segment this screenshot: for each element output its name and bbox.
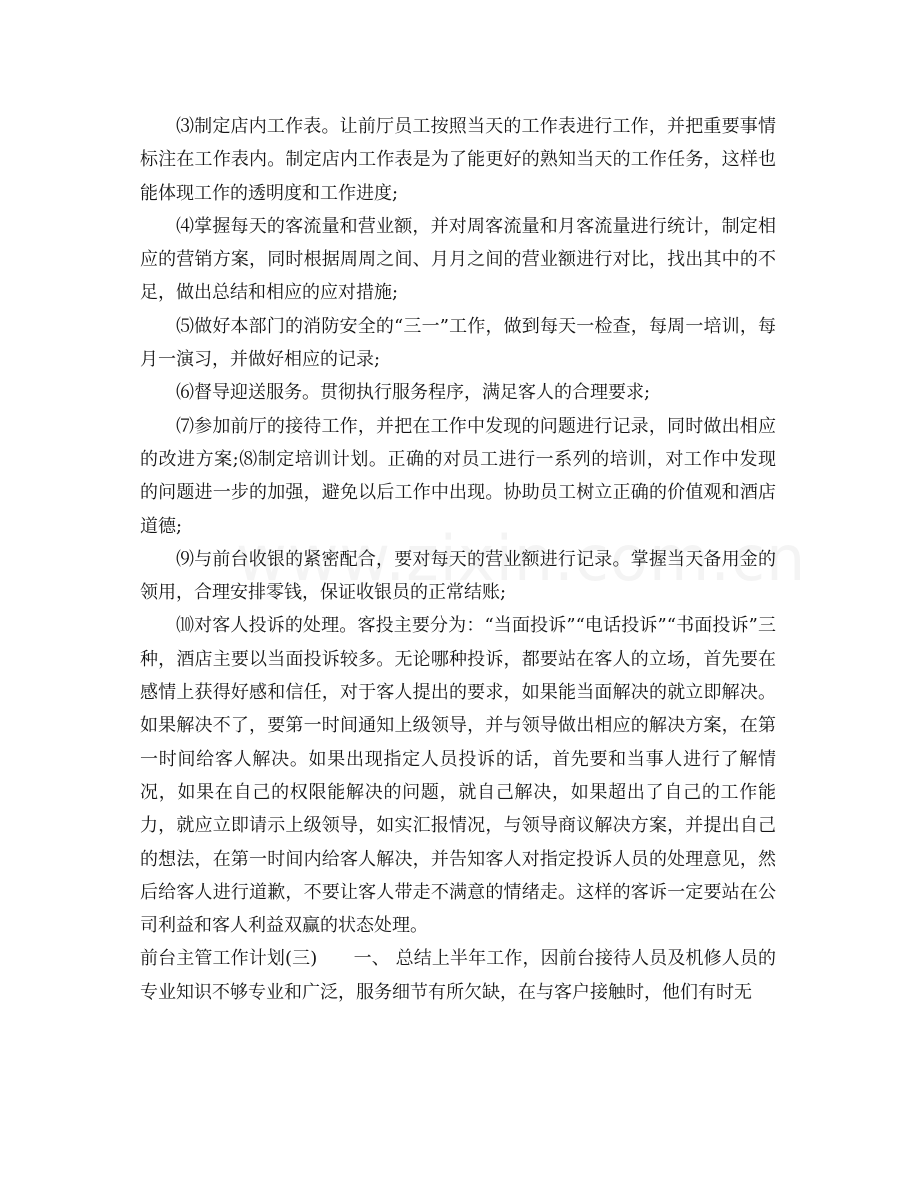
paragraph-item-10: ⑽对客人投诉的处理。客投主要分为：“当面投诉”“电话投诉”“书面投诉”三种，酒店主要以当面投诉较多。无论哪种投诉，都要站在客人的立场，首先要在感情上获得好感和信任，对于客人提出的要求，如果能当面解决的就立即解决。如果解决不了，要第一时间通知上级领导，并与领导做出相应的解决方案，在第一时间给客人解决。如果出现指定人员投诉的话，首先要和当事人进行了解情况，如果在自己的权限能解决的问题，就自己解决，如果超出了自己的工作能力，就应立即请示上级领导，如实汇报情况，与领导商议解决方案，并提出自己的想法，在第一时间内给客人解决，并告知客人对指定投诉人员的处理意见，然后给客人进行道歉，不要让客人带走不满意的情绪走。这样的客诉一定要站在公司利益和客人利益双赢的状态处理。 (140, 615, 776, 937)
section-heading-paragraph: 前台主管工作计划(三) 一、 总结上半年工作，因前台接待人员及机修人员的专业知识不够专业和广泛，服务细节有所欠缺，在与客户接触时，他们有时无 (140, 948, 776, 1003)
paragraph-item-5: ⑸做好本部门的消防安全的“三一”工作，做到每天一检查，每周一培训，每月一演习，并做好相应的记录; (140, 315, 776, 371)
paragraph-item-3: ⑶制定店内工作表。让前厅员工按照当天的工作表进行工作，并把重要事情标注在工作表内。制定店内工作表是为了能更好的熟知当天的工作任务，这样也能体现工作的透明度和工作进度; (140, 116, 776, 204)
paragraph-item-6: ⑹督导迎送服务。贯彻执行服务程序，满足客人的合理要求; (176, 382, 651, 404)
paragraph-item-9: ⑼与前台收银的紧密配合，要对每天的营业额进行记录。掌握当天备用金的领用，合理安排零钱，保证收银员的正常结账; (140, 548, 776, 604)
paragraph-item-7-8: ⑺参加前厅的接待工作，并把在工作中发现的问题进行记录，同时做出相应的改进方案;⑻制定培训计划。正确的对员工进行一系列的培训，对工作中发现的问题进一步的加强，避免以后工作中出现。协助员工树立正确的价值观和酒店道德; (140, 415, 776, 537)
document-body (140, 110, 776, 1009)
paragraph-item-4: ⑷掌握每天的客流量和营业额，并对周客流量和月客流量进行统计，制定相应的营销方案，同时根据周周之间、月月之间的营业额进行对比，找出其中的不足，做出总结和相应的应对措施; (140, 215, 776, 304)
